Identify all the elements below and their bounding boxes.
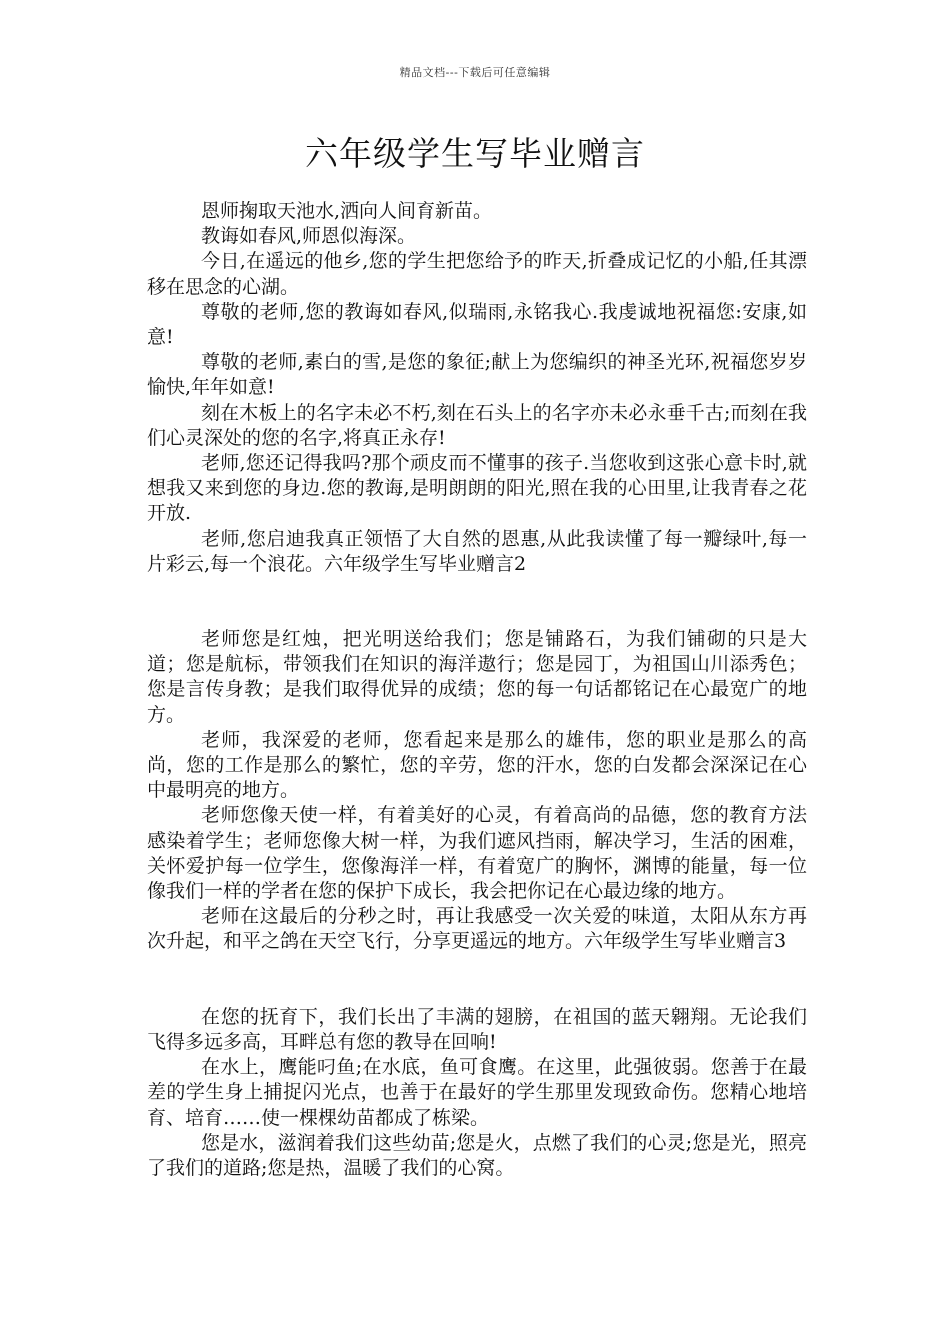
paragraph: 老师，我深爱的老师，您看起来是那么的雄伟，您的职业是那么的高尚，您的工作是那么的繁忙，您的辛劳，您的汗水，您的白发都会深深记在心中最明亮的地方。	[147, 728, 807, 802]
paragraph: 您是水，滋润着我们这些幼苗;您是火，点燃了我们的心灵;您是光，照亮了我们的道路;您是热，温暖了我们的心窝。	[147, 1131, 807, 1179]
section-1	[147, 199, 807, 577]
header-note: 精品文档---下载后可任意编辑	[399, 66, 551, 79]
document-body	[147, 199, 807, 1181]
paragraph: 尊敬的老师,素白的雪,是您的象征;献上为您编织的神圣光环,祝福您岁岁愉快,年年如意!	[147, 351, 807, 399]
paragraph: 老师您像天使一样，有着美好的心灵，有着高尚的品德，您的教育方法感染着学生；老师您像大树一样，为我们遮风挡雨，解决学习，生活的困难，关怀爱护每一位学生，您像海洋一样，有着宽广的胸怀，渊博的能量，每一位像我们一样的学者在您的保护下成长，我会把你记在心最边缘的地方。	[147, 804, 807, 903]
paragraph: 今日,在遥远的他乡,您的学生把您给予的昨天,折叠成记忆的小船,任其漂移在思念的心湖。	[147, 250, 807, 298]
paragraph: 刻在木板上的名字未必不朽,刻在石头上的名字亦未必永垂千古;而刻在我们心灵深处的您的名字,将真正永存!	[147, 401, 807, 449]
document-title: 六年级学生写毕业赠言	[305, 134, 645, 173]
section-3	[147, 1005, 807, 1181]
paragraph: 老师您是红烛，把光明送给我们；您是铺路石，为我们铺砌的只是大道；您是航标，带领我们在知识的海洋遨行；您是园丁，为祖国山川添秀色；您是言传身教；是我们取得优异的成绩；您的每一句话都铭记在心最宽广的地方。	[147, 628, 807, 726]
paragraph: 在水上，鹰能叼鱼;在水底，鱼可食鹰。在这里，此强彼弱。您善于在最差的学生身上捕捉闪光点，也善于在最好的学生那里发现致命伤。您精心地培育、培育……使一棵棵幼苗都成了栋梁。	[147, 1056, 807, 1129]
paragraph: 在您的抚育下，我们长出了丰满的翅膀，在祖国的蓝天翱翔。无论我们飞得多远多高，耳畔总有您的教导在回响!	[147, 1005, 807, 1053]
section-spacer	[147, 577, 807, 627]
paragraph: 恩师掬取天池水,洒向人间育新苗。	[201, 200, 493, 222]
section-spacer	[147, 955, 807, 1005]
paragraph: 教诲如春风,师恩似海深。	[201, 225, 417, 248]
paragraph: 老师在这最后的分秒之时，再让我感受一次关爱的味道，太阳从东方再次升起，和平之鸽在天空飞行，分享更遥远的地方。六年级学生写毕业赠言3	[147, 905, 807, 953]
paragraph: 尊敬的老师,您的教诲如春风,似瑞雨,永铭我心.我虔诚地祝福您:安康,如意!	[147, 300, 807, 349]
paragraph: 老师,您还记得我吗?那个顽皮而不懂事的孩子.当您收到这张心意卡时,就想我又来到您的身边.您的教诲,是明朗朗的阳光,照在我的心田里,让我青春之花开放.	[147, 452, 807, 525]
section-2	[147, 627, 807, 955]
paragraph: 老师,您启迪我真正领悟了大自然的恩惠,从此我读懂了每一瓣绿叶,每一片彩云,每一个浪花。六年级学生写毕业赠言2	[147, 527, 807, 575]
